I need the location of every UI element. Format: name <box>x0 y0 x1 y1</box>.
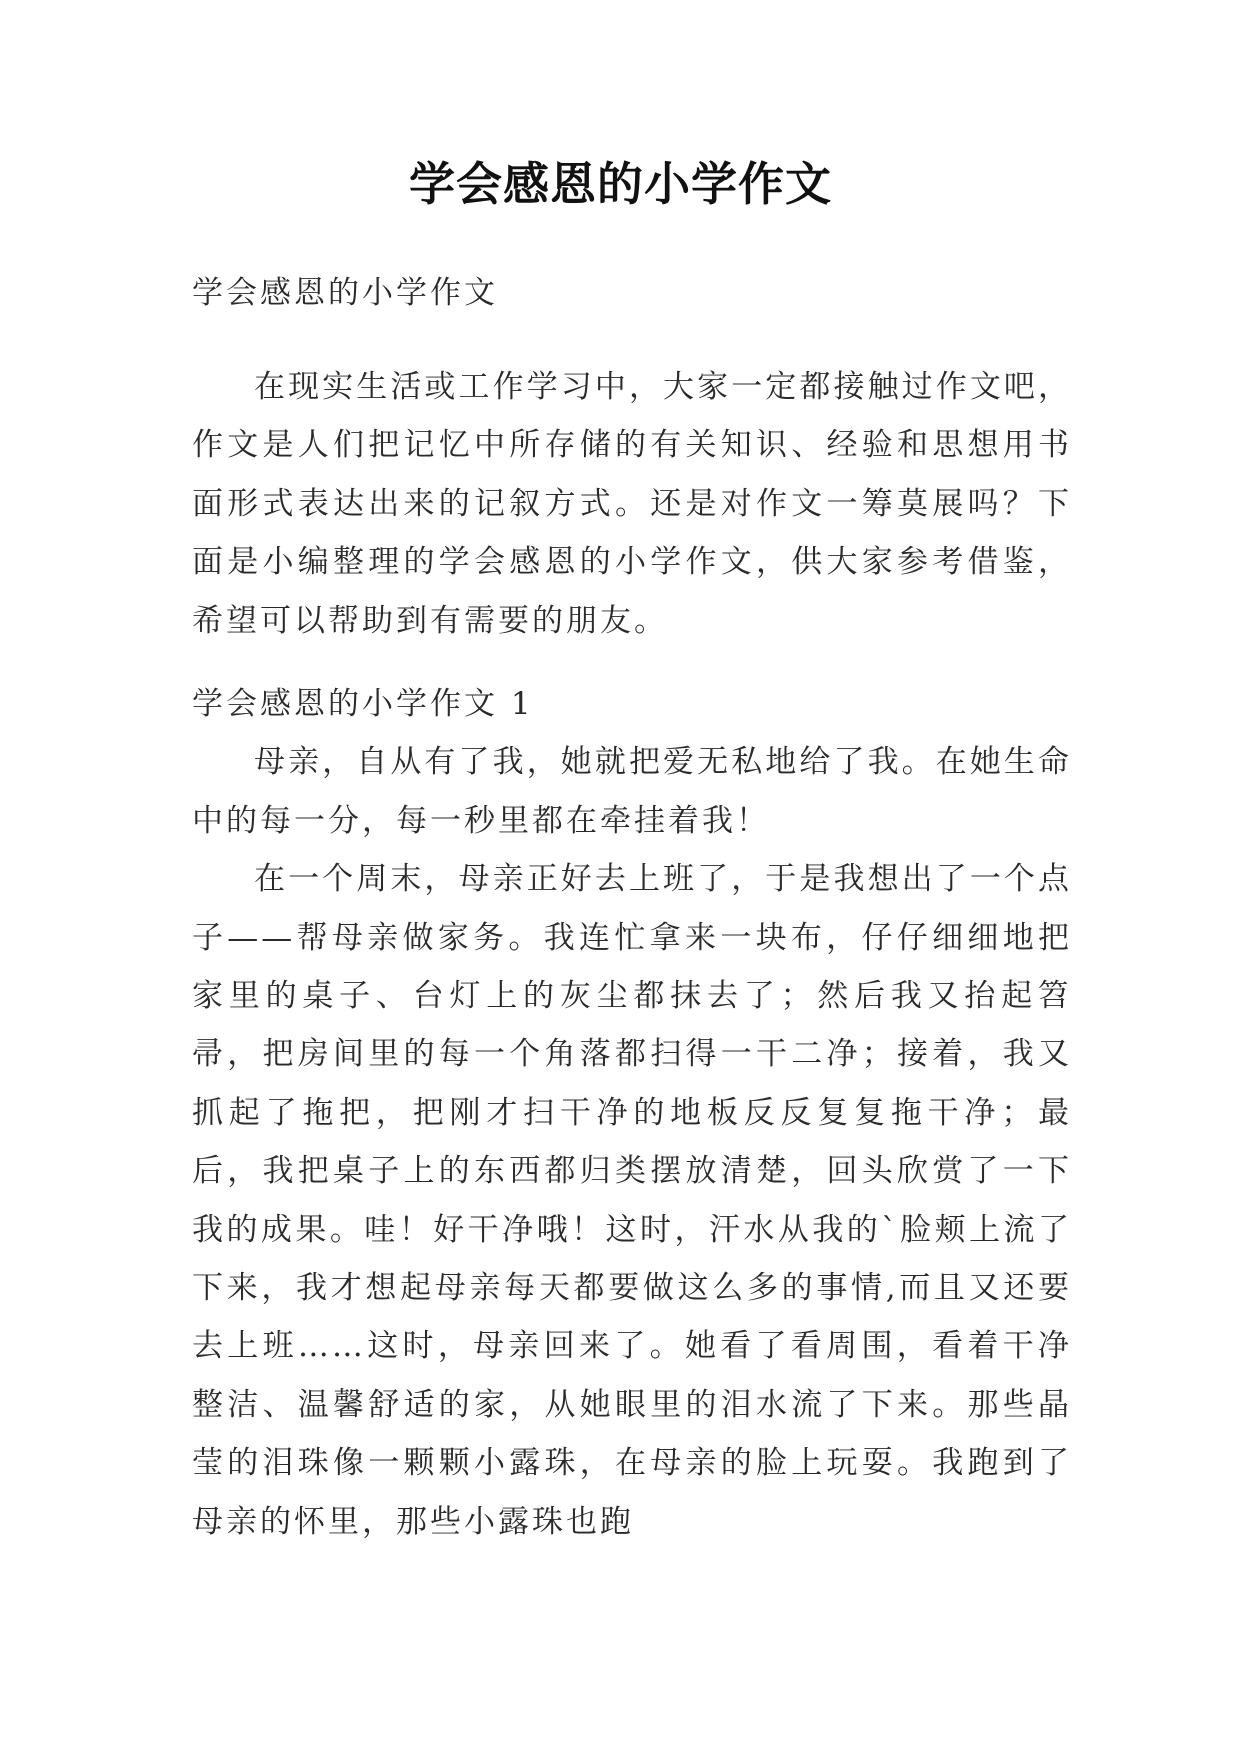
page-title: 学会感恩的小学作文 <box>409 157 832 211</box>
body-paragraph: 在一个周末，母亲正好去上班了，于是我想出了一个点子——帮母亲做家务。我连忙拿来一块布，仔仔细细地把家里的桌子、台灯上的灰尘都抹去了；然后我又抬起笤帚，把房间里的每一个角落都扫得一干二净；接着，我又抓起了拖把，把刚才扫干净的地板反反复复拖干净；最后，我把桌子上的东西都归类摆放清楚，回头欣赏了一下我的成果。哇！好干净哦！这时，汗水从我的`脸颊上流了下来，我才想起母亲每天都要做这么多的事情,而且又还要去上班……这时，母亲回来了。她看了看周围，看着干净整洁、温馨舒适的家，从她眼里的泪水流了下来。那些晶莹的泪珠像一颗颗小露珠，在母亲的脸上玩耍。我跑到了母亲的怀里，那些小露珠也跑 <box>192 861 1072 1540</box>
intro-block <box>192 358 1072 650</box>
document-subtitle-block <box>192 264 1072 322</box>
document-subtitle: 学会感恩的小学作文 <box>192 275 498 311</box>
section-heading: 学会感恩的小学作文 1 <box>192 686 534 722</box>
intro-paragraph: 在现实生活或工作学习中，大家一定都接触过作文吧，作文是人们把记忆中所存储的有关知识、经验和思想用书面形式表达出来的记叙方式。还是对作文一筹莫展吗？下面是小编整理的学会感恩的小学作文，供大家参考借鉴，希望可以帮助到有需要的朋友。 <box>192 369 1072 639</box>
body-paragraph: 母亲，自从有了我，她就把爱无私地给了我。在她生命中的每一分，每一秒里都在牵挂着我！ <box>192 744 1072 839</box>
essay-section <box>192 675 1072 1551</box>
